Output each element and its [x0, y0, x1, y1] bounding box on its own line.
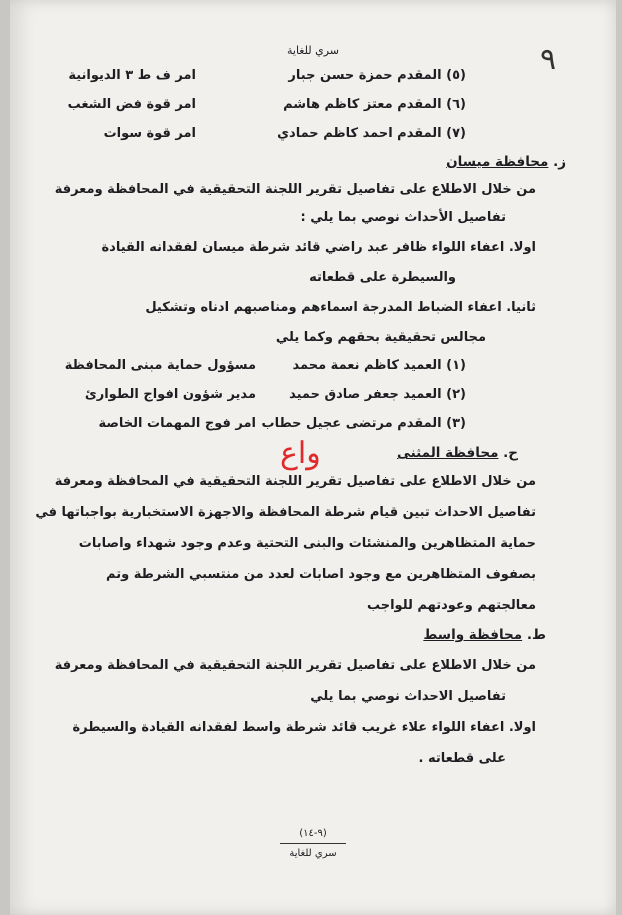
paragraph-line: تفاصيل الأحداث نوصي بما يلي : [300, 210, 506, 225]
page-number: ٩ [540, 42, 557, 77]
document-page [10, 0, 616, 915]
handwritten-annotation: واع [280, 436, 321, 471]
paragraph-line: والسيطرة على قطعاته [309, 270, 456, 285]
officer-role: امر قوة سوات [103, 126, 196, 141]
officer-role: مدير شؤون افواج الطوارئ [84, 387, 256, 402]
paragraph-line: على قطعاته . [418, 751, 506, 766]
section-letter: ط. [526, 627, 546, 643]
paragraph-line: بصفوف المتظاهرين مع وجود اصابات لعدد من منتسبي الشرطة وتم [106, 567, 536, 582]
paragraph-line: من خلال الاطلاع على تفاصيل تقرير اللجنة التحقيقية في المحافظة ومعرفة [54, 658, 536, 673]
officer-name: (٣) المقدم مرتضى عجيل حطاب [261, 416, 466, 431]
paragraph-line: مجالس تحقيقية بحقهم وكما يلي [275, 330, 486, 345]
paragraph-line: من خلال الاطلاع على تفاصيل تقرير اللجنة التحقيقية في المحافظة ومعرفة [54, 182, 536, 197]
section-heading-wasit [423, 627, 546, 643]
paragraph-line: تفاصيل الاحداث تبين قيام شرطة المحافظة والاجهزة الاستخبارية بواجباتها في [35, 505, 536, 520]
section-letter: ح. [503, 445, 518, 461]
paragraph-line: معالجتهم وعودتهم للواجب [366, 598, 536, 613]
paragraph-line: تفاصيل الاحداث نوصي بما يلي [310, 689, 506, 704]
officer-role: امر قوة فض الشغب [67, 97, 196, 112]
section-heading-maysan [446, 154, 566, 170]
officer-role: امر ف ط ٣ الديوانية [68, 68, 196, 83]
officer-name: (٦) المقدم معتز كاظم هاشم [283, 97, 466, 112]
paragraph-line: اولا. اعفاء اللواء علاء غريب قائد شرطة واسط لفقدانه القيادة والسيطرة [72, 720, 536, 735]
paragraph-line: من خلال الاطلاع على تفاصيل تقرير اللجنة التحقيقية في المحافظة ومعرفة [54, 474, 536, 489]
classification-header: سري للغاية [286, 44, 339, 57]
section-title: محافظة المثنى [396, 445, 499, 461]
classification-footer: سري للغاية [289, 848, 337, 859]
officer-name: (٢) العميد جعفر صادق حميد [289, 387, 466, 402]
paragraph-line: اولا. اعفاء اللواء ظافر عبد راضي قائد شرطة ميسان لفقدانه القيادة [101, 240, 536, 255]
section-title: محافظة واسط [423, 627, 523, 643]
officer-role: امر فوج المهمات الخاصة [98, 416, 256, 431]
officer-name: (١) العميد كاظم نعمة محمد [292, 358, 466, 373]
officer-name: (٥) المقدم حمزة حسن جبار [288, 68, 466, 83]
paragraph-line: حماية المتظاهرين والمنشئات والبنى التحتية وعدم وجود شهداء واصابات [78, 536, 536, 551]
section-heading-muthanna [397, 445, 518, 461]
section-title: محافظة ميسان [446, 154, 549, 170]
officer-name: (٧) المقدم احمد كاظم حمادي [277, 126, 466, 141]
footer-divider [280, 843, 346, 844]
page-code: (٩-١٤) [299, 828, 327, 839]
officer-role: مسؤول حماية مبنى المحافظة [64, 358, 256, 373]
paragraph-line: ثانيا. اعفاء الضباط المدرجة اسماءهم ومناصبهم ادناه وتشكيل [145, 300, 536, 315]
section-letter: ز. [553, 154, 566, 170]
